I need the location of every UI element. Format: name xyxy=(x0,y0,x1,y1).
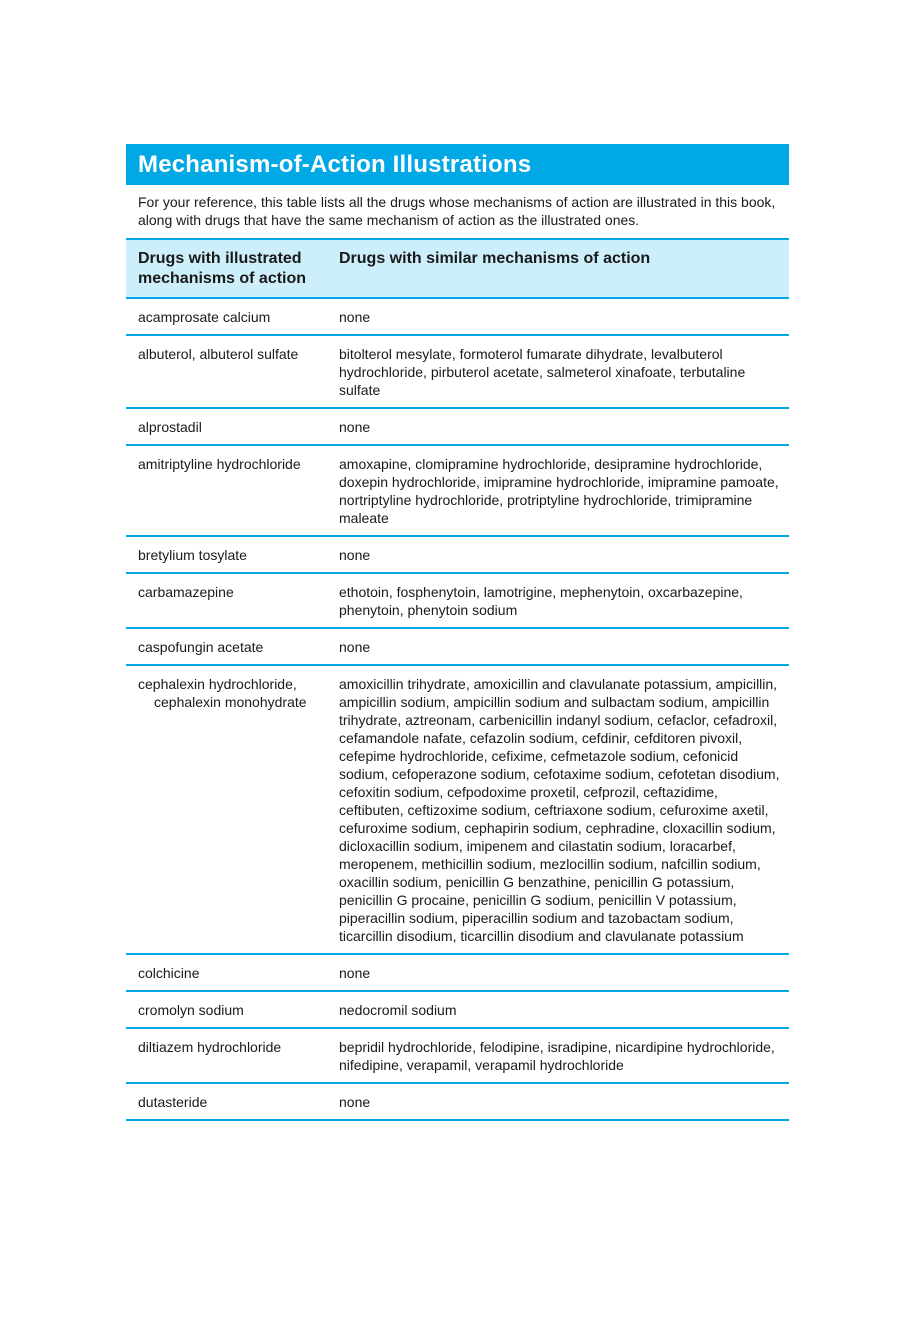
drug-cell xyxy=(126,665,327,954)
table-row xyxy=(126,335,789,408)
column-header-illustrated: Drugs with illustrated mechanisms of action xyxy=(126,239,327,298)
drug-name: cephalexin hydrochloride, cephalexin monohydrate xyxy=(138,676,307,710)
drug-name: cromolyn sodium xyxy=(138,1002,244,1018)
drug-cell xyxy=(126,954,327,991)
similar-drugs-cell: none xyxy=(327,298,789,335)
table-row xyxy=(126,298,789,335)
table-row xyxy=(126,1028,789,1083)
similar-drugs-cell: ethotoin, fosphenytoin, lamotrigine, mephenytoin, oxcarbazepine, phenytoin, phenytoin sodium xyxy=(327,573,789,628)
drug-cell xyxy=(126,573,327,628)
title-bar xyxy=(126,144,789,185)
table-row xyxy=(126,408,789,445)
drug-cell xyxy=(126,298,327,335)
table-row xyxy=(126,665,789,954)
drug-cell xyxy=(126,991,327,1028)
similar-drugs-cell: none xyxy=(327,954,789,991)
drug-cell xyxy=(126,536,327,573)
table-row xyxy=(126,954,789,991)
drug-cell xyxy=(126,1083,327,1120)
drug-name: diltiazem hydrochloride xyxy=(138,1039,282,1055)
table-row xyxy=(126,573,789,628)
intro-paragraph: For your reference, this table lists all the drugs whose mechanisms of action are illustrated in this book, along with drugs that have the same mechanism of action as the illustrated ones. xyxy=(138,194,776,228)
drug-name: bretylium tosylate xyxy=(138,547,247,563)
drug-cell xyxy=(126,335,327,408)
table-row xyxy=(126,445,789,536)
similar-drugs-cell: amoxicillin trihydrate, amoxicillin and clavulanate potassium, ampicillin, ampicillin sodium, ampicillin sodium and sulbactam sodium, ampicillin trihydrate, aztreonam, carbenicillin indanyl sodium, cefaclor, cefadroxil, cefamandole nafate, cefazolin sodium, cefdinir, cefditoren pivoxil, cefepime hydrochloride, cefixime, cefmetazole sodium, cefonicid sodium, cefoperazone sodium, cefotaxime sodium, cefotetan disodium, cefoxitin sodium, cefpodoxime proxetil, cefprozil, ceftazidime, ceftibuten, ceftizoxime sodium, ceftriaxone sodium, cefuroxime axetil, cefuroxime sodium, cephapirin sodium, cephradine, cloxacillin sodium, dicloxacillin sodium, imipenem and cilastatin sodium, loracarbef, meropenem, methicillin sodium, mezlocillin sodium, nafcillin sodium, oxacillin sodium, penicillin G benzathine, penicillin G potassium, penicillin G procaine, penicillin G sodium, penicillin V potassium, piperacillin sodium, piperacillin sodium and tazobactam sodium, ticarcillin disodium, ticarcillin disodium and clavulanate potassium xyxy=(327,665,789,954)
similar-drugs-cell: nedocromil sodium xyxy=(327,991,789,1028)
drug-name: dutasteride xyxy=(138,1094,208,1110)
drug-name: albuterol, albuterol sulfate xyxy=(138,346,299,362)
similar-drugs-cell: none xyxy=(327,628,789,665)
drug-cell xyxy=(126,445,327,536)
table-row xyxy=(126,991,789,1028)
table-row xyxy=(126,536,789,573)
drug-cell xyxy=(126,1028,327,1083)
page xyxy=(126,144,789,1121)
drug-name: amitriptyline hydrochloride xyxy=(138,456,301,472)
drug-name: caspofungin acetate xyxy=(138,639,264,655)
drug-name: colchicine xyxy=(138,965,200,981)
drug-name: carbamazepine xyxy=(138,584,234,600)
column-header-similar: Drugs with similar mechanisms of action xyxy=(327,239,789,298)
page-title: Mechanism-of-Action Illustrations xyxy=(138,150,532,178)
similar-drugs-cell: amoxapine, clomipramine hydrochloride, desipramine hydrochloride, doxepin hydrochloride, imipramine hydrochloride, imipramine pamoate, nortriptyline hydrochloride, protriptyline hydrochloride, trimipramine maleate xyxy=(327,445,789,536)
similar-drugs-cell: none xyxy=(327,408,789,445)
similar-drugs-cell: none xyxy=(327,536,789,573)
similar-drugs-cell: none xyxy=(327,1083,789,1120)
similar-drugs-cell: bitolterol mesylate, formoterol fumarate dihydrate, levalbuterol hydrochloride, pirbuterol acetate, salmeterol xinafoate, terbutaline sulfate xyxy=(327,335,789,408)
drug-cell xyxy=(126,628,327,665)
drug-cell xyxy=(126,408,327,445)
table-row xyxy=(126,628,789,665)
mechanism-table xyxy=(126,238,789,1121)
table-header-row xyxy=(126,239,789,298)
table-row xyxy=(126,1083,789,1120)
similar-drugs-cell: bepridil hydrochloride, felodipine, isradipine, nicardipine hydrochloride, nifedipine, verapamil, verapamil hydrochloride xyxy=(327,1028,789,1083)
drug-name: acamprosate calcium xyxy=(138,309,271,325)
drug-name: alprostadil xyxy=(138,419,202,435)
